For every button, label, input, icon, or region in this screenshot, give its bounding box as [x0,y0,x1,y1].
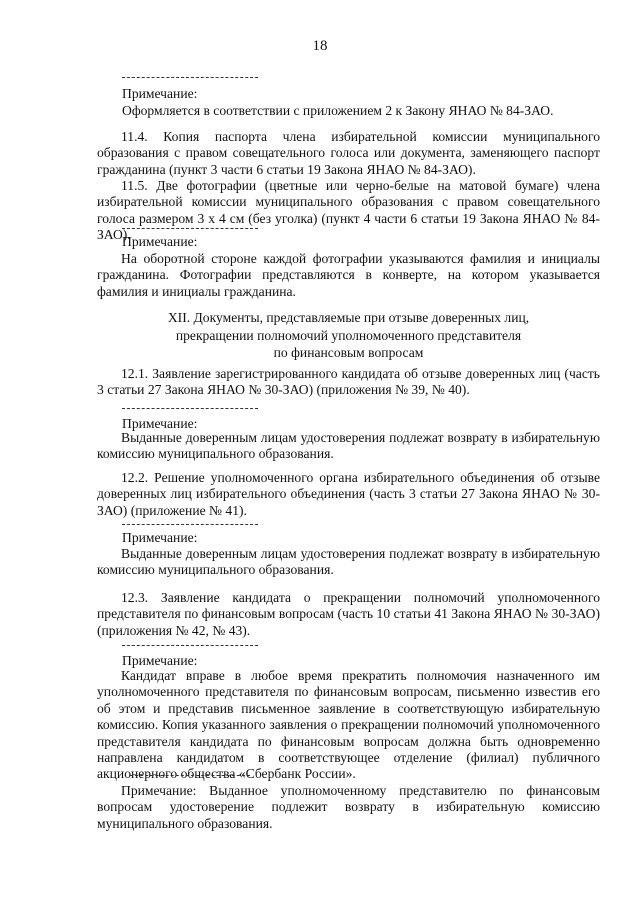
note-text: Оформляется в соответствии с приложением 2 к Закону ЯНАО № 84-ЗАО. [122,103,554,118]
paragraph-11-5: 11.5. Две фотографии (цветные или черно-белые на матовой бумаге) члена избирательной комиссии муниципального образования с правом совещательного голоса размером 3 x 4 см (без уголка) (пункт 4 части 6 статьи 19 Закона ЯНАО № 84-ЗАО). [97,178,600,243]
note-text: Выданные доверенным лицам удостоверения подлежат возврату в избирательную комиссию муниципального образования. [97,546,600,578]
note-text: Кандидат вправе в любое время прекратить полномочия назначенного им уполномоченного представителя по финансовым вопросам, письменно известив его об этом и представив письменное заявление в соответствующую избирательную комиссию. Копия указанного заявления о прекращении полномочий уполномоченного представителя кандидата по финансовым вопросам должна быть одновременно направлена кандидатом в соответствующее отделение (филиал) публичного акционерного общества «Сбербанк России». [97,668,600,782]
separator-line [122,228,258,229]
paragraph-12-1: 12.1. Заявление зарегистрированного кандидата об отзыве доверенных лиц (часть 3 статьи 27 Закона ЯНАО № 30-ЗАО) (приложения № 39, № 40). [97,366,600,398]
page-number: 18 [312,38,328,54]
heading-line: прекращении полномочий уполномоченного представителя [175,327,522,343]
note-label: Примечание: [122,530,198,545]
heading-line: XII. Документы, представляемые при отзыве доверенных лиц, [167,310,530,325]
separator-line [122,524,258,525]
separator-line [122,645,258,646]
paragraph-11-4: 11.4. Копия паспорта члена избирательной комиссии муниципального образования с правом совещательного голоса или документа, заменяющего паспорт гражданина (пункт 3 части 6 статьи 19 Закона ЯНАО № 84-ЗАО). [97,129,600,177]
note-text: Выданные доверенным лицам удостоверения подлежат возврату в избирательную комиссию муниципального образования. [97,430,600,462]
note-label: Примечание: [122,234,198,249]
note-text: Примечание: Выданное уполномоченному представителю по финансовым вопросам удостоверение подлежит возврату в избирательную комиссию муниципального образования. [97,783,600,831]
note-label: Примечание: [122,653,198,668]
section-heading [97,309,600,362]
note-text: На оборотной стороне каждой фотографии указываются фамилия и инициалы гражданина. Фотографии представляются в конверте, на котором указывается фамилия и инициалы гражданина. [97,251,600,299]
note-label: Примечание: [122,416,198,431]
paragraph-12-2: 12.2. Решение уполномоченного органа избирательного объединения об отзыве доверенных лиц избирательного объединения (часть 3 статьи 27 Закона ЯНАО № 30-ЗАО) (приложение № 41). [97,470,600,518]
note-label: Примечание: [122,86,198,101]
paragraph-12-3: 12.3. Заявление кандидата о прекращении полномочий уполномоченного представителя по финансовым вопросам (часть 10 статьи 41 Закона ЯНАО № 30-ЗАО) (приложения № 42, № 43). [97,590,600,638]
separator-line [122,408,258,409]
separator-line [122,77,258,78]
heading-line: по финансовым вопросам [273,345,424,360]
separator-line [130,775,250,776]
